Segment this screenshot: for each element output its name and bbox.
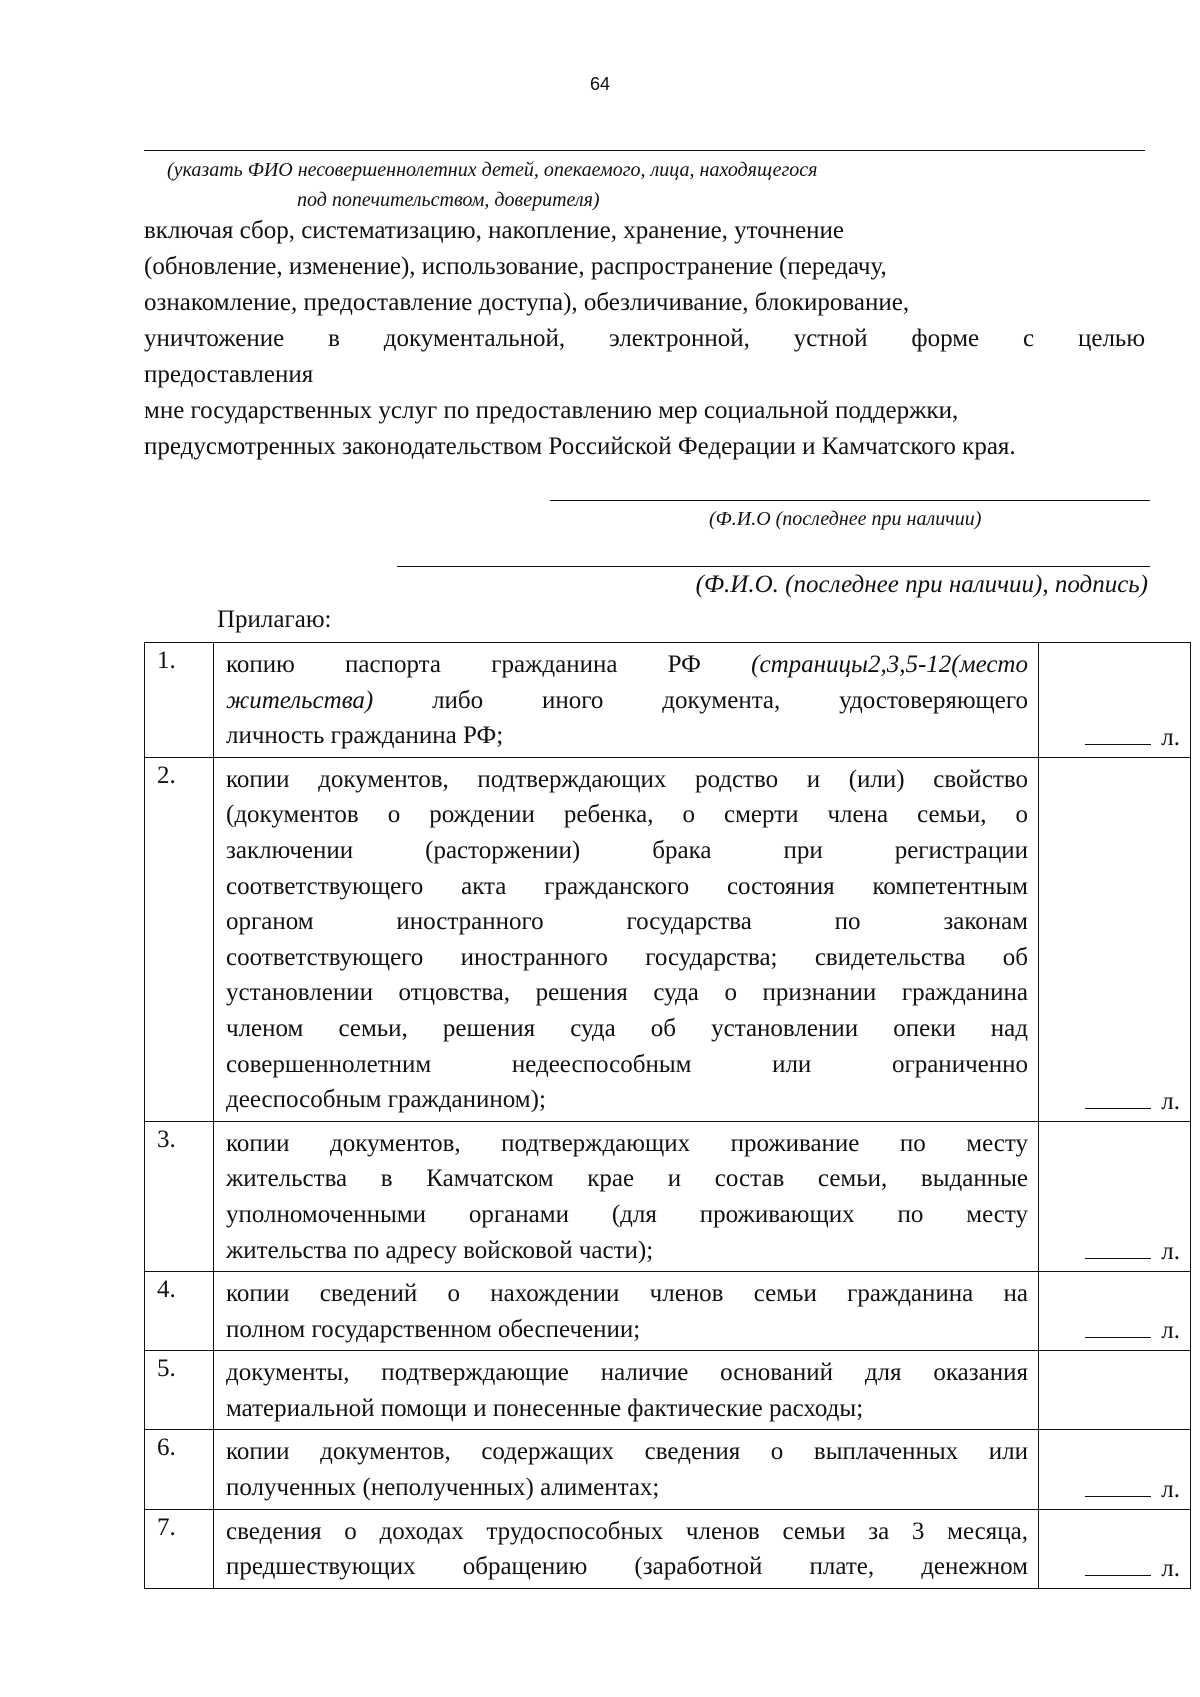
attachment-pages xyxy=(1039,1430,1191,1509)
attachment-description-line xyxy=(226,1514,1028,1550)
page-number: 64 xyxy=(589,74,611,94)
fio-signature-line xyxy=(550,500,1150,501)
attachment-number: 1. xyxy=(145,643,214,758)
attachment-description-line xyxy=(226,833,1028,869)
attachment-text: личность гражданина РФ; xyxy=(226,722,504,750)
pages-count-field[interactable] xyxy=(1085,722,1151,745)
fio-caption: (Ф.И.О (последнее при наличии) xyxy=(709,508,982,530)
attachment-description xyxy=(214,1509,1039,1588)
attachment-row xyxy=(145,1430,1191,1509)
attachment-number: 6. xyxy=(145,1430,214,1509)
attachment-text: копии сведений о нахождении членов семьи гражданина на xyxy=(226,1280,1028,1308)
attachment-note: жительства) xyxy=(226,686,374,714)
attachment-description-line xyxy=(226,1391,1028,1427)
pages-count-field[interactable] xyxy=(1085,1315,1151,1338)
attachment-description xyxy=(214,1430,1039,1509)
attachment-text: членом семьи, решения суда об установлении опеки над xyxy=(226,1014,1028,1042)
consent-text-line: уничтожение в документальной, электронной, устной форме с целью xyxy=(144,325,1145,352)
pages-count-field[interactable] xyxy=(1085,1236,1151,1259)
pages-count-field[interactable] xyxy=(1085,1086,1151,1109)
attachment-pages xyxy=(1039,1121,1191,1271)
pages-count-field[interactable] xyxy=(1085,1553,1151,1576)
attachment-text: заключении (расторжении) брака при регистрации xyxy=(226,836,1028,864)
consent-text-line: предусмотренных законодательством Российской Федерации и Камчатского края. xyxy=(144,433,1016,460)
pages-count-field[interactable] xyxy=(1085,1474,1151,1497)
attachment-description-line xyxy=(226,940,1028,976)
attachment-text: установлении отцовства, решения суда о признании гражданина xyxy=(226,979,1028,1007)
attachment-description-line xyxy=(226,1470,1028,1506)
attachment-pages xyxy=(1039,1509,1191,1588)
attachment-description xyxy=(214,1121,1039,1271)
attachment-text: документы, подтверждающие наличие оснований для оказания xyxy=(226,1359,1028,1387)
attachment-note: (страницы2,3,5-12(место xyxy=(751,651,1028,678)
attachment-description-line xyxy=(226,718,1028,754)
attachment-text: жительства в Камчатском крае и состав семьи, выданные xyxy=(226,1165,1028,1193)
consent-text-line: предоставления xyxy=(144,361,314,388)
fio-sign-line xyxy=(397,566,1150,567)
pages-unit: л. xyxy=(1161,1317,1180,1345)
attachment-number: 3. xyxy=(145,1121,214,1271)
attachment-description-line xyxy=(226,1233,1028,1269)
attachment-text: органом иностранного государства по законам xyxy=(226,908,1028,936)
attachment-description-line xyxy=(226,1355,1028,1391)
attachment-text: соответствующего иностранного государства; свидетельства об xyxy=(226,943,1028,971)
pages-unit: л. xyxy=(1161,723,1180,751)
attachment-description-line xyxy=(226,904,1028,940)
attachment-text: соответствующего акта гражданского состояния компетентным xyxy=(226,872,1028,900)
attachment-text: копии документов, подтверждающих проживание по месту xyxy=(226,1129,1028,1157)
attachment-pages xyxy=(1039,757,1191,1121)
attachment-number: 4. xyxy=(145,1272,214,1351)
attachment-description-line xyxy=(226,1549,1028,1585)
attachment-description-line xyxy=(226,797,1028,833)
pages-unit: л. xyxy=(1161,1238,1180,1266)
attachment-description-line xyxy=(226,1126,1028,1162)
attachment-text: (документов о рождении ребенка, о смерти члена семьи, о xyxy=(226,801,1028,829)
attachment-description-line xyxy=(226,1047,1028,1083)
attachment-description-line xyxy=(226,975,1028,1011)
attachment-text: материальной помощи и понесенные фактические расходы; xyxy=(226,1394,864,1422)
attachment-text: жительства по адресу войсковой части); xyxy=(226,1236,654,1264)
attachment-description-line xyxy=(226,683,1028,719)
attachment-description xyxy=(214,1351,1039,1430)
attachment-text: копии документов, подтверждающих родство и (или) свойство xyxy=(226,765,1028,793)
attachment-text: полном государственном обеспечении; xyxy=(226,1315,641,1343)
attachment-row xyxy=(145,643,1191,758)
attachment-pages xyxy=(1039,1272,1191,1351)
attachment-description xyxy=(214,1272,1039,1351)
attachment-row xyxy=(145,757,1191,1121)
attachment-row xyxy=(145,1509,1191,1588)
attachments-label: Прилагаю: xyxy=(217,606,332,633)
attachment-description xyxy=(214,757,1039,1121)
attachment-text: предшествующих обращению (заработной плате, денежном xyxy=(226,1553,1028,1581)
attachment-text: дееспособным гражданином); xyxy=(226,1086,546,1114)
children-fio-line xyxy=(144,150,1145,151)
pages-unit: л. xyxy=(1161,1087,1180,1115)
attachment-description-line xyxy=(226,869,1028,905)
attachment-text: сведения о доходах трудоспособных членов семьи за 3 месяца, xyxy=(226,1517,1028,1545)
attachment-text: полученных (неполученных) алиментах; xyxy=(226,1474,660,1502)
consent-text-line: включая сбор, систематизацию, накопление, хранение, уточнение xyxy=(144,217,845,244)
attachment-text: либо иного документа, удостоверяющего xyxy=(373,686,1028,714)
attachment-number: 5. xyxy=(145,1351,214,1430)
attachment-row xyxy=(145,1351,1191,1430)
attachment-text: совершеннолетним недееспособным или ограниченно xyxy=(226,1050,1028,1078)
attachment-number: 2. xyxy=(145,757,214,1121)
fio-sign-caption: (Ф.И.О. (последнее при наличии), подпись) xyxy=(695,571,1148,598)
attachment-text: копию паспорта гражданина РФ xyxy=(226,651,752,678)
children-fio-caption-line2: под попечительством, доверителя) xyxy=(297,189,600,211)
attachment-row xyxy=(145,1272,1191,1351)
attachment-row xyxy=(145,1121,1191,1271)
attachment-description-line xyxy=(226,647,1028,683)
attachment-description-line xyxy=(226,1082,1028,1118)
attachment-description xyxy=(214,643,1039,758)
pages-unit: л. xyxy=(1161,1554,1180,1582)
attachment-description-line xyxy=(226,762,1028,798)
attachment-description-line xyxy=(226,1161,1028,1197)
attachment-number: 7. xyxy=(145,1509,214,1588)
attachments-table xyxy=(144,642,1191,1589)
attachment-description-line xyxy=(226,1197,1028,1233)
consent-text-line: мне государственных услуг по предоставлению мер социальной поддержки, xyxy=(144,397,959,424)
consent-text-line: ознакомление, предоставление доступа), обезличивание, блокирование, xyxy=(144,289,910,316)
children-fio-caption-line1: (указать ФИО несовершеннолетних детей, опекаемого, лица, находящегося xyxy=(167,159,818,181)
attachment-description-line xyxy=(226,1434,1028,1470)
pages-unit: л. xyxy=(1161,1475,1180,1503)
attachment-description-line xyxy=(226,1011,1028,1047)
attachment-text: копии документов, содержащих сведения о выплаченных или xyxy=(226,1438,1028,1466)
attachment-pages xyxy=(1039,1351,1191,1430)
consent-text-line: (обновление, изменение), использование, распространение (передачу, xyxy=(144,253,887,280)
attachment-description-line xyxy=(226,1312,1028,1348)
attachment-text: уполномоченными органами (для проживающих по месту xyxy=(226,1200,1028,1228)
attachment-pages xyxy=(1039,643,1191,758)
attachment-description-line xyxy=(226,1276,1028,1312)
